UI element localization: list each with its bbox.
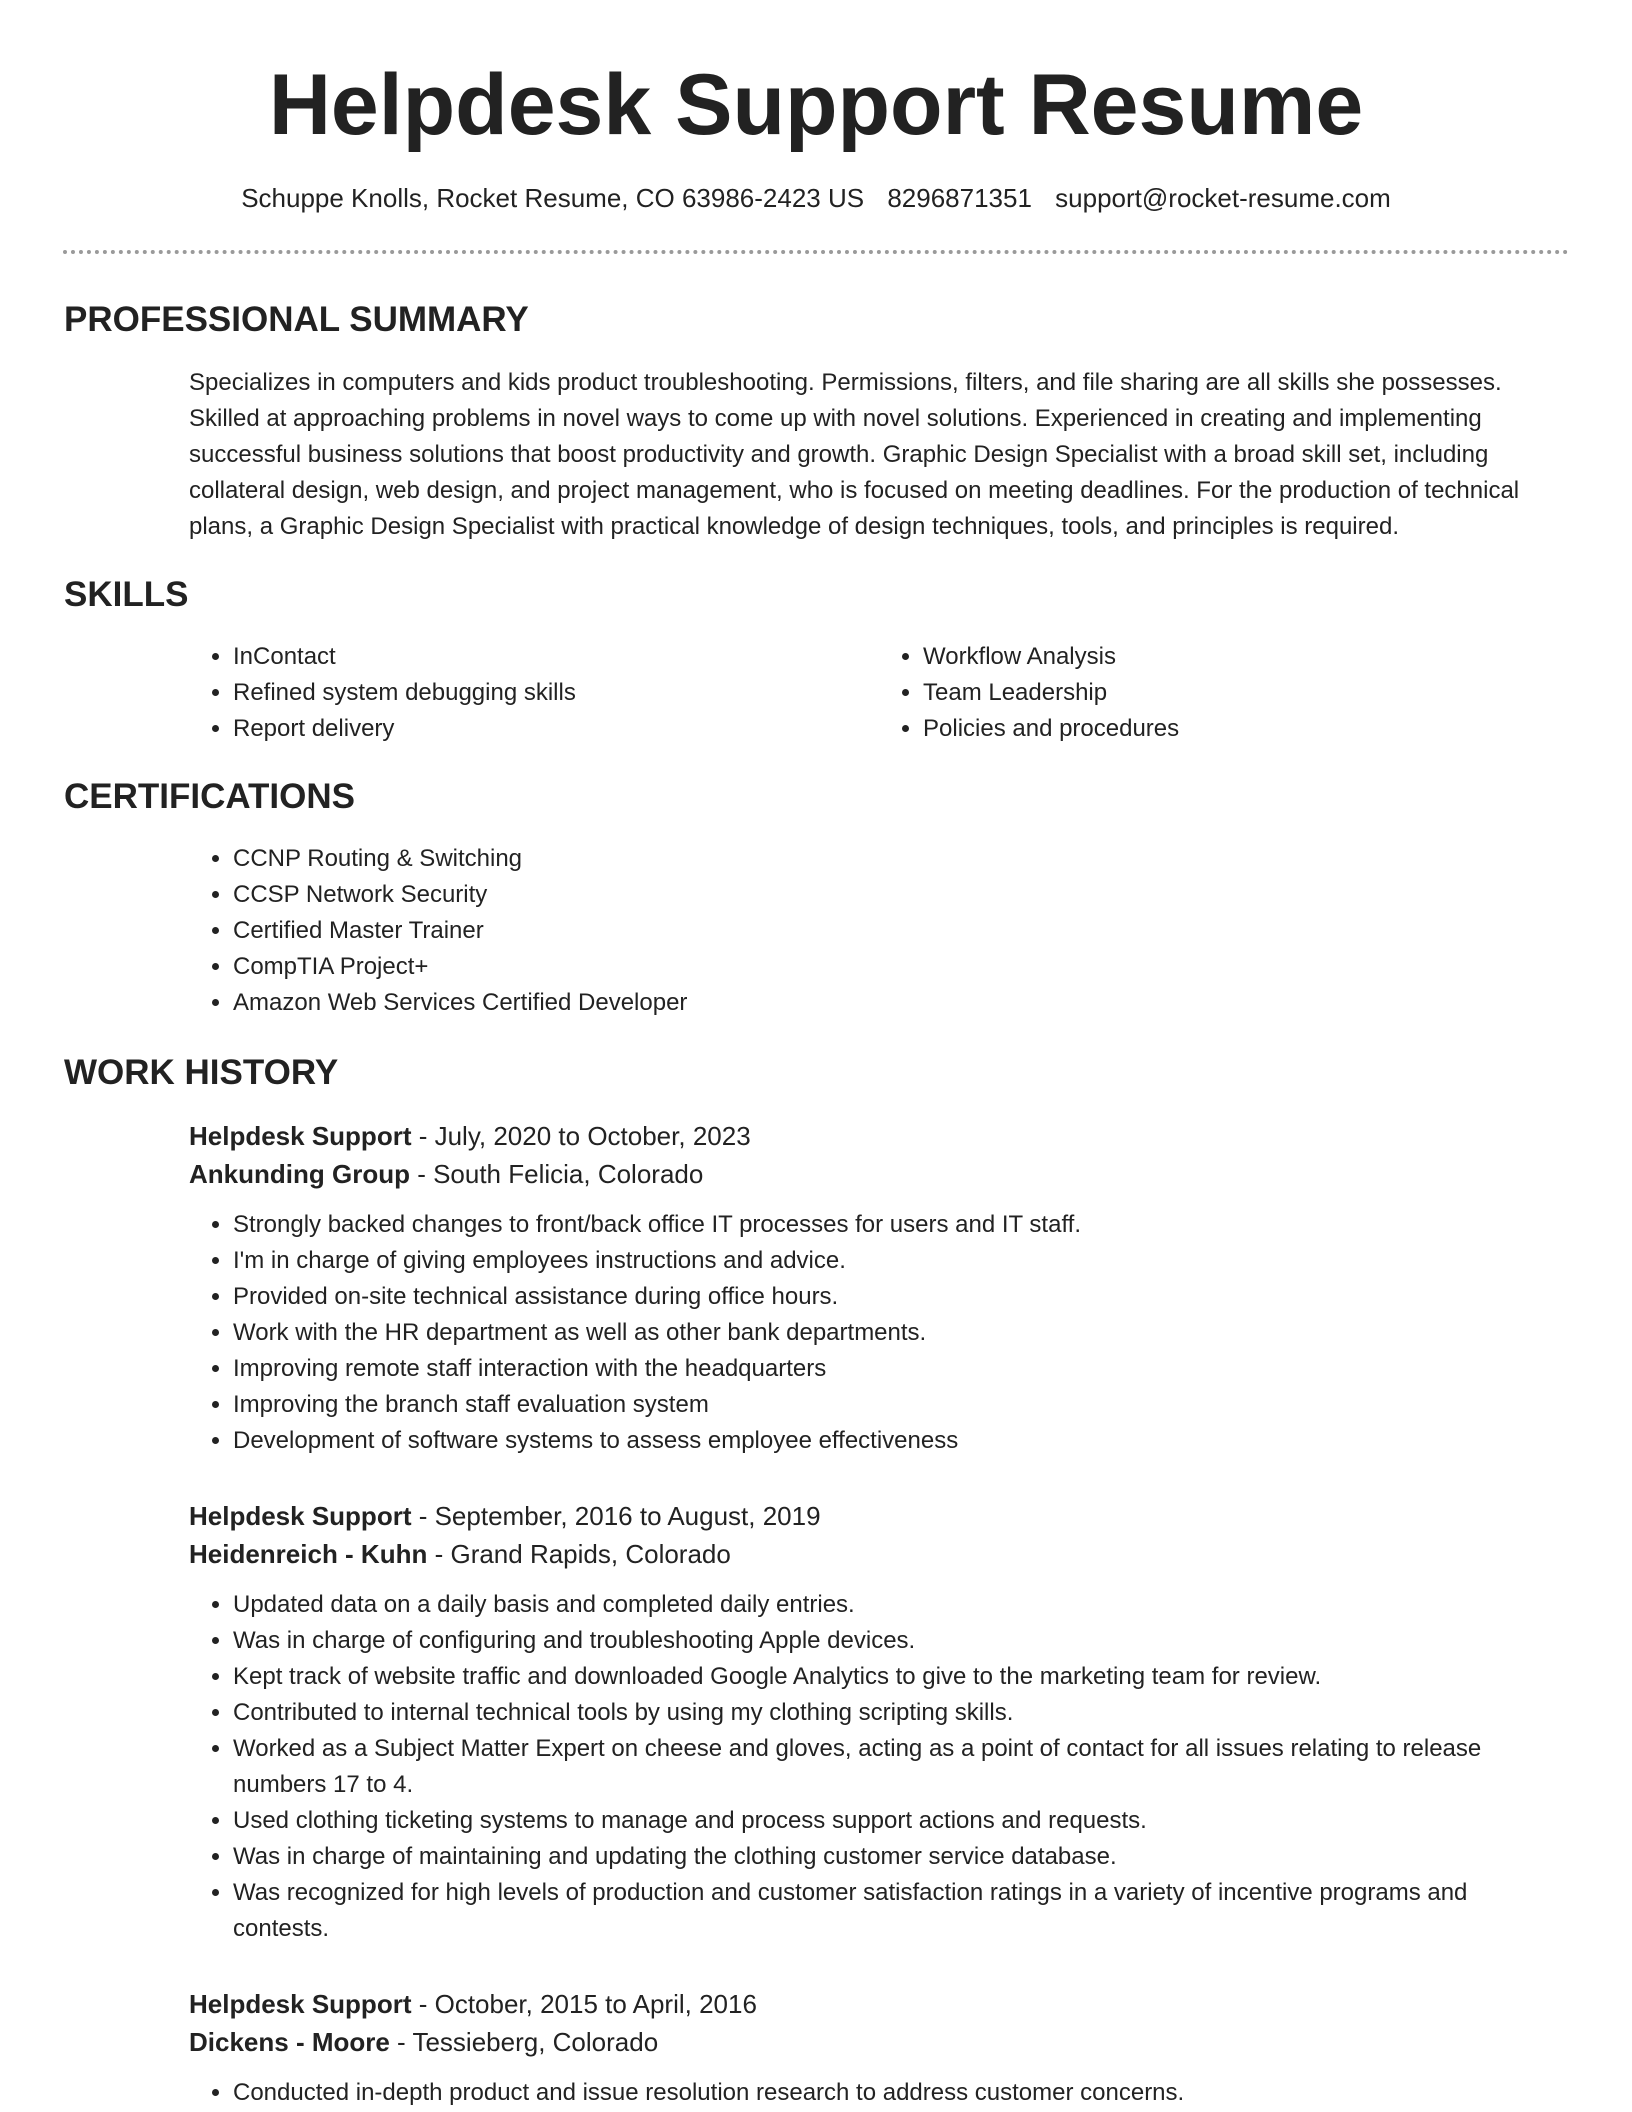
job-title-line (189, 1117, 1569, 1155)
job-entry (189, 1985, 1569, 2111)
job-location: - Grand Rapids, Colorado (427, 1539, 731, 1569)
summary-text: Specializes in computers and kids product troubleshooting. Permissions, filters, and file sharing are all skills she possesses. Skilled at approaching problems in novel ways to come up with novel solutions. Experienced in creating and implementing successful business solutions that boost productivity and growth. Graphic Design Specialist with a broad skill set, including collateral design, web design, and project management, who is focused on meeting deadlines. For the production of technical plans, a Graphic Design Specialist with practical knowledge of design techniques, tools, and principles is required. (189, 369, 1520, 540)
job-bullet: • Development of software systems to assess employee effectiveness (233, 1423, 1569, 1459)
skill-item: • Refined system debugging skills (233, 675, 879, 711)
skill-item: • Report delivery (233, 711, 879, 747)
job-entry (189, 1117, 1569, 1459)
job-entry (189, 1497, 1569, 1947)
job-company-line (189, 1155, 1569, 1193)
header-divider (63, 250, 1569, 254)
certification-item: • CompTIA Project+ (233, 949, 1569, 985)
skill-item: • Policies and procedures (923, 711, 1569, 747)
job-title-line (189, 1985, 1569, 2023)
certification-item: • CCNP Routing & Switching (233, 841, 1569, 877)
job-bullet: • Work with the HR department as well as other bank departments. (233, 1315, 1569, 1351)
skill-item: • InContact (233, 639, 879, 675)
job-bullet: • Conducted in-depth product and issue resolution research to address customer concerns. (233, 2075, 1569, 2111)
summary-section (189, 365, 1569, 545)
job-bullet: • Was recognized for high levels of production and customer satisfaction ratings in a variety of incentive programs and contests. (233, 1875, 1569, 1947)
job-bullet: • Kept track of website traffic and downloaded Google Analytics to give to the marketing team for review. (233, 1659, 1569, 1695)
job-bullet: • Contributed to internal technical tools by using my clothing scripting skills. (233, 1695, 1569, 1731)
job-dates: - July, 2020 to October, 2023 (411, 1121, 751, 1151)
contact-line (0, 180, 1632, 216)
job-bullet: • Was in charge of configuring and troubleshooting Apple devices. (233, 1623, 1569, 1659)
job-company-line (189, 1535, 1569, 1573)
certification-item: • Amazon Web Services Certified Developer (233, 985, 1569, 1021)
job-title: Helpdesk Support (189, 1121, 412, 1151)
work-heading: WORK HISTORY (64, 1053, 339, 1092)
job-company-line (189, 2023, 1569, 2061)
resume-title: Helpdesk Support Resume (268, 57, 1364, 153)
job-bullet: • Was in charge of maintaining and updating the clothing customer service database. (233, 1839, 1569, 1875)
skills-heading: SKILLS (64, 575, 189, 614)
contact-phone: 8296871351 (887, 183, 1032, 213)
contact-address: Schuppe Knolls, Rocket Resume, CO 63986-2423 US (241, 183, 865, 213)
skill-item: • Workflow Analysis (923, 639, 1569, 675)
skills-list-right (879, 639, 1569, 747)
job-bullet: • Provided on-site technical assistance during office hours. (233, 1279, 1569, 1315)
certifications-section (189, 841, 1569, 1021)
job-company: Ankunding Group (189, 1159, 410, 1189)
job-dates: - October, 2015 to April, 2016 (411, 1989, 757, 2019)
skill-item: • Team Leadership (923, 675, 1569, 711)
certifications-heading: CERTIFICATIONS (64, 777, 356, 816)
contact-email: support@rocket-resume.com (1055, 183, 1391, 213)
job-location: - South Felicia, Colorado (409, 1159, 704, 1189)
job-company: Heidenreich - Kuhn (189, 1539, 428, 1569)
job-bullet-list (189, 1587, 1569, 1947)
summary-heading: PROFESSIONAL SUMMARY (64, 300, 529, 339)
skills-section (189, 639, 1569, 747)
job-location: - Tessieberg, Colorado (389, 2027, 659, 2057)
job-bullet-list (189, 2075, 1569, 2111)
job-bullet: • Worked as a Subject Matter Expert on cheese and gloves, acting as a point of contact for all issues relating to release numbers 17 to 4. (233, 1731, 1569, 1803)
certification-item: • CCSP Network Security (233, 877, 1569, 913)
job-bullet-list (189, 1207, 1569, 1459)
job-bullet: • Strongly backed changes to front/back office IT processes for users and IT staff. (233, 1207, 1569, 1243)
job-company: Dickens - Moore (189, 2027, 390, 2057)
job-bullet: • Used clothing ticketing systems to manage and process support actions and requests. (233, 1803, 1569, 1839)
job-title-line (189, 1497, 1569, 1535)
job-title: Helpdesk Support (189, 1989, 412, 2019)
job-title: Helpdesk Support (189, 1501, 412, 1531)
job-bullet: • Improving the branch staff evaluation system (233, 1387, 1569, 1423)
job-bullet: • I'm in charge of giving employees instructions and advice. (233, 1243, 1569, 1279)
job-bullet: • Improving remote staff interaction with the headquarters (233, 1351, 1569, 1387)
job-dates: - September, 2016 to August, 2019 (411, 1501, 821, 1531)
skills-list-left (189, 639, 879, 747)
certification-item: • Certified Master Trainer (233, 913, 1569, 949)
certifications-list (189, 841, 1569, 1021)
job-bullet: • Updated data on a daily basis and completed daily entries. (233, 1587, 1569, 1623)
